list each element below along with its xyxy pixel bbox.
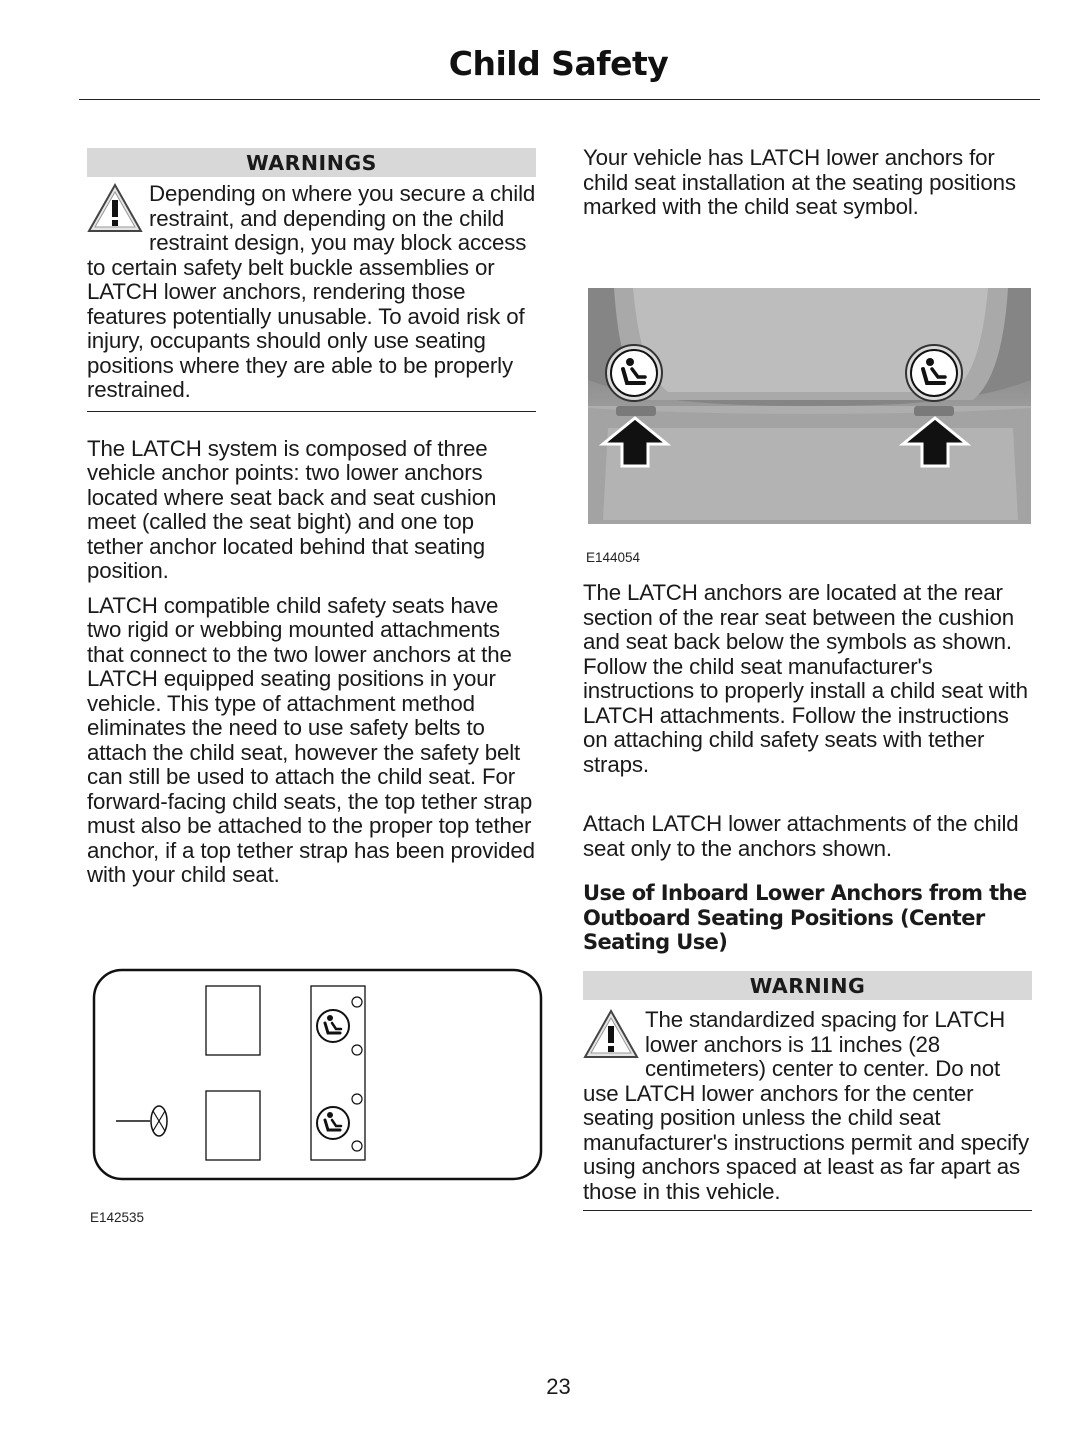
anchor-circle — [352, 1045, 362, 1055]
latch-anchor-photo — [588, 288, 1031, 524]
seat-box-rear — [206, 1091, 260, 1160]
center-seating-warning — [583, 971, 1032, 1211]
warning-block — [87, 182, 536, 411]
anchor-circle — [352, 1094, 362, 1104]
child-seat-icon — [317, 1010, 349, 1042]
warning-rule — [583, 1210, 1032, 1211]
left-column — [87, 148, 536, 1225]
warning-rule — [87, 411, 536, 412]
warning-heading: WARNING — [583, 971, 1032, 1000]
warning-triangle-icon — [87, 182, 143, 234]
attach-anchors-paragraph: Attach LATCH lower attachments of the child seat only to the anchors shown. — [583, 811, 1019, 861]
warning-text: The standardized spacing for LATCH lower anchors is 11 inches (28 centimeters) center to center. Do not use LATCH lower anchors for the center seating position unless the child seat manufacturer's instructions permit and specify using anchors spaced at least as far apart as those in this vehicle. — [583, 1007, 1029, 1204]
anchor-circle — [352, 1141, 362, 1151]
inboard-anchors-subheading: Use of Inboard Lower Anchors from the Outboard Seating Positions (Center Seating Use) — [583, 881, 1027, 954]
seating-diagram — [92, 968, 544, 1182]
warning-triangle-icon — [583, 1008, 639, 1060]
child-seat-icon — [906, 345, 962, 401]
child-seat-icon — [317, 1107, 349, 1139]
warning-text: Depending on where you secure a child restraint, and depending on the child restraint design, you may block access to certain safety belt buckle assemblies or LATCH lower anchors, rendering those features potentially unusable. To avoid risk of injury, occupants should only use seating positions where they are able to be properly restrained. — [87, 181, 536, 402]
figure-code-right: E144054 — [586, 550, 641, 565]
latch-seats-paragraph: LATCH compatible child safety seats have two rigid or webbing mounted attachments that connect to the two lower anchors at the LATCH equipped seating positions in your vehicle. This type of attachment method eliminates the need to use safety belts to attach the child seat, however the safety belt can still be used to attach the child seat. For forward-facing child seats, the top tether strap must also be attached to the proper top tether anchor, if a top tether strap has been provided with your child seat. — [87, 592, 535, 887]
child-seat-icon — [606, 345, 662, 401]
anchor-circle — [352, 997, 362, 1007]
latch-anchors-intro: Your vehicle has LATCH lower anchors for child seat installation at the seating positions marked with the child seat symbol. — [583, 145, 1016, 219]
title-rule — [79, 99, 1040, 100]
warnings-heading: WARNINGS — [87, 148, 536, 177]
seat-box-front — [206, 986, 260, 1055]
warning-block — [583, 1008, 1032, 1210]
figure-code-left: E142535 — [90, 1210, 145, 1225]
latch-anchor-location-paragraph: The LATCH anchors are located at the rear section of the rear seat between the cushion and seat back below the symbols as shown. Follow the child seat manufacturer's instructions to properly install a child seat with LATCH attachments. Follow the instructions on attaching child safety seats with tether straps. — [583, 580, 1028, 777]
page-title: Child Safety — [448, 44, 669, 83]
right-column — [583, 145, 1032, 1204]
page-number: 23 — [546, 1374, 571, 1399]
latch-system-paragraph: The LATCH system is composed of three vehicle anchor points: two lower anchors located where seat back and seat cushion meet (called the seat bight) and one top tether anchor located behind that seating position. — [87, 435, 497, 583]
